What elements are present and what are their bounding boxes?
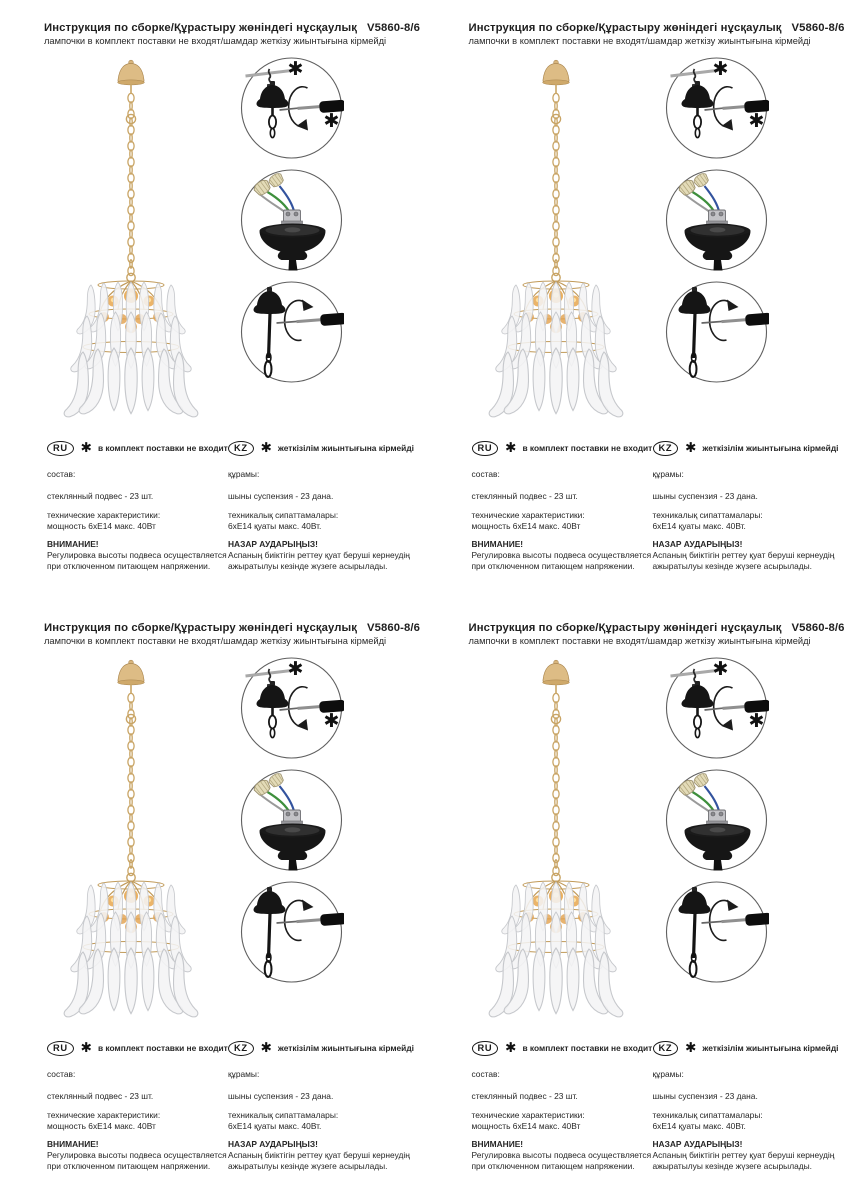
terminal-block — [706, 210, 727, 225]
ru-warning — [472, 539, 653, 572]
kz-warning — [228, 539, 420, 572]
not-included-star: ✱ — [748, 110, 764, 132]
kz-specs-label: техникалық сипаттамалары: — [228, 509, 339, 520]
kz-composition-label: құрамы: — [652, 469, 684, 479]
suspension-rod — [269, 913, 271, 958]
kz-warning — [653, 1139, 845, 1172]
ru-composition-value: стеклянный подвес - 23 шт. — [47, 490, 154, 501]
kz-note-row — [653, 440, 845, 456]
footnote-star-icon: ✱ — [505, 1040, 517, 1056]
ru-specs — [47, 1110, 228, 1132]
suspension-rod — [269, 313, 271, 358]
kz-composition-value: шыны суспензия - 23 дана. — [228, 1090, 334, 1101]
title-row — [44, 622, 420, 634]
ru-composition-label: состав: — [471, 1069, 500, 1079]
kz-composition-value: шыны суспензия - 23 дана. — [228, 490, 334, 501]
ru-specs-label: технические характеристики: — [471, 1109, 585, 1120]
kz-note: жеткізілім жиынтығына кірмейді — [702, 1042, 839, 1053]
kz-note: жеткізілім жиынтығына кірмейді — [277, 442, 414, 453]
ru-specs-label: технические характеристики: — [471, 509, 585, 520]
ru-note-row — [47, 1040, 228, 1056]
footnote-star-icon: ✱ — [80, 1040, 92, 1056]
ru-column — [472, 440, 653, 571]
assembly-steps — [239, 656, 344, 984]
info-block — [472, 440, 845, 571]
chandelier-photo — [477, 658, 635, 1022]
glass-petal-tier-3 — [489, 348, 623, 417]
ru-warning-title: ВНИМАНИЕ! — [471, 538, 524, 549]
ru-warning — [47, 539, 228, 572]
kz-composition-label: құрамы: — [228, 1069, 260, 1079]
not-included-star: ✱ — [323, 710, 340, 732]
hanging-chain — [126, 93, 135, 281]
ru-note: в комплект поставки не входит — [522, 1042, 653, 1053]
step1-canopy-mounting-figure — [239, 656, 344, 760]
kz-composition-value: шыны суспензия - 23 дана. — [652, 490, 758, 501]
model-code: V5860-8/6 — [791, 22, 845, 34]
ru-column — [47, 440, 228, 571]
footnote-star-icon: ✱ — [685, 440, 697, 456]
ru-warning-text: Регулировка высоты подвеса осуществляется при отключенном питающем напряжении. — [47, 1149, 227, 1171]
ru-specs — [47, 510, 228, 532]
hanging-chain — [126, 693, 135, 881]
instruction-sheet — [0, 600, 425, 1200]
kz-specs-label: техникалық сипаттамалары: — [652, 509, 763, 520]
ru-composition-label: состав: — [47, 1069, 76, 1079]
instruction-sheet — [425, 600, 849, 1200]
ru-column — [47, 1040, 228, 1171]
kz-warning-text: Аспаның биіктігін реттеу қуат беруші кернеудің ажыратылуы кезінде жүзеге асырылады. — [652, 1149, 835, 1171]
ru-composition-label: состав: — [471, 469, 500, 479]
kz-specs-value: 6хЕ14 қуаты макс. 40Вт. — [228, 1120, 322, 1131]
not-included-star: ✱ — [323, 110, 340, 132]
step3-height-adjustment-figure — [664, 280, 769, 384]
step1-canopy-mounting-figure — [664, 56, 769, 160]
sheet-title: Инструкция по сборке/Құрастыру жөніндегі нұсқаулық — [468, 622, 782, 634]
kz-specs — [228, 510, 420, 532]
ru-badge: RU — [472, 1041, 499, 1056]
ru-specs — [472, 1110, 653, 1132]
ru-warning — [472, 1139, 653, 1172]
not-included-star: ✱ — [287, 58, 304, 80]
footnote-star-icon: ✱ — [80, 440, 92, 456]
ru-note-row — [47, 440, 228, 456]
instruction-sheet — [0, 0, 425, 600]
kz-column — [228, 1040, 420, 1171]
assembly-steps — [239, 56, 344, 384]
kz-specs — [653, 510, 845, 532]
ru-specs — [472, 510, 653, 532]
step3-height-adjustment-figure — [664, 880, 769, 984]
step2-wiring-figure — [664, 168, 769, 272]
kz-note-row — [228, 1040, 420, 1056]
ru-badge: RU — [472, 441, 499, 456]
kz-warning-text: Аспаның биіктігін реттеу қуат беруші кернеудің ажыратылуы кезінде жүзеге асырылады. — [652, 549, 835, 571]
hanging-chain — [551, 93, 560, 281]
suspension-rod — [693, 913, 695, 958]
sheet-subtitle: лампочки в комплект поставки не входят/шамдар жеткізу жиынтығына кірмейді — [44, 35, 387, 46]
sheet-header — [44, 622, 420, 646]
ru-specs-value: мощность 6хЕ14 макс. 40Вт — [47, 520, 156, 531]
kz-specs-value: 6хЕ14 қуаты макс. 40Вт. — [228, 520, 322, 531]
kz-badge: KZ — [653, 441, 679, 456]
ru-column — [472, 1040, 653, 1171]
kz-warning-title: НАЗАР АУДАРЫҢЫЗ! — [652, 538, 743, 549]
glass-petal-tier-3 — [64, 348, 198, 417]
not-included-star: ✱ — [712, 658, 728, 680]
hanging-chain — [551, 693, 560, 881]
kz-composition-value: шыны суспензия - 23 дана. — [652, 1090, 758, 1101]
kz-note: жеткізілім жиынтығына кірмейді — [277, 1042, 414, 1053]
chandelier-photo — [477, 58, 635, 422]
ru-note-row — [472, 1040, 653, 1056]
ceiling-canopy — [118, 60, 145, 85]
title-row — [469, 622, 845, 634]
sheet-header — [469, 22, 845, 46]
kz-specs-label: техникалық сипаттамалары: — [652, 1109, 763, 1120]
model-code: V5860-8/6 — [366, 22, 421, 34]
kz-note: жеткізілім жиынтығына кірмейді — [702, 442, 839, 453]
kz-warning — [228, 1139, 420, 1172]
glass-petal-tier-3 — [64, 948, 198, 1017]
kz-warning-text: Аспаның биіктігін реттеу қуат беруші кернеудің ажыратылуы кезінде жүзеге асырылады. — [228, 1149, 410, 1171]
sheet-title: Инструкция по сборке/Құрастыру жөніндегі нұсқаулық — [44, 22, 357, 34]
ru-composition-value: стеклянный подвес - 23 шт. — [471, 1090, 578, 1101]
terminal-block — [706, 810, 727, 825]
suspension-rod — [693, 313, 695, 358]
kz-warning-title: НАЗАР АУДАРЫҢЫЗ! — [228, 1138, 318, 1149]
not-included-star: ✱ — [287, 658, 304, 680]
kz-warning-text: Аспаның биіктігін реттеу қуат беруші кернеудің ажыратылуы кезінде жүзеге асырылады. — [228, 549, 410, 571]
step3-height-adjustment-figure — [239, 280, 344, 384]
kz-badge: KZ — [228, 1041, 254, 1056]
step2-wiring-figure — [239, 168, 344, 272]
ru-warning-title: ВНИМАНИЕ! — [47, 1138, 99, 1149]
kz-note-row — [653, 1040, 845, 1056]
ru-note-row — [472, 440, 653, 456]
sheet-header — [469, 622, 845, 646]
sheet-subtitle: лампочки в комплект поставки не входят/шамдар жеткізу жиынтығына кірмейді — [468, 35, 811, 46]
not-included-star: ✱ — [712, 58, 728, 80]
ru-badge: RU — [47, 441, 74, 456]
assembly-steps — [664, 656, 769, 984]
kz-warning — [653, 539, 845, 572]
not-included-star: ✱ — [748, 710, 764, 732]
ru-warning — [47, 1139, 228, 1172]
info-block — [47, 440, 420, 571]
sheet-title: Инструкция по сборке/Құрастыру жөніндегі нұсқаулық — [468, 22, 782, 34]
chandelier-photo — [52, 658, 210, 1022]
kz-badge: KZ — [228, 441, 254, 456]
ru-note: в комплект поставки не входит — [97, 1042, 228, 1053]
ru-note: в комплект поставки не входит — [522, 442, 653, 453]
sheet-header — [44, 22, 420, 46]
info-block — [47, 1040, 420, 1171]
kz-specs — [653, 1110, 845, 1132]
ceiling-canopy — [118, 660, 145, 685]
kz-column — [228, 440, 420, 571]
model-code: V5860-8/6 — [791, 622, 845, 634]
ru-composition-label: состав: — [47, 469, 76, 479]
ceiling-canopy — [542, 660, 569, 685]
ru-composition-value: стеклянный подвес - 23 шт. — [471, 490, 578, 501]
ru-warning-text: Регулировка высоты подвеса осуществляется при отключенном питающем напряжении. — [471, 549, 652, 571]
ru-warning-title: ВНИМАНИЕ! — [47, 538, 99, 549]
title-row — [44, 22, 420, 34]
kz-composition-label: құрамы: — [228, 469, 260, 479]
step2-wiring-figure — [239, 768, 344, 872]
kz-badge: KZ — [653, 1041, 679, 1056]
kz-note-row — [228, 440, 420, 456]
kz-specs-value: 6хЕ14 қуаты макс. 40Вт. — [652, 520, 746, 531]
assembly-steps — [664, 56, 769, 384]
kz-warning-title: НАЗАР АУДАРЫҢЫЗ! — [228, 538, 318, 549]
kz-column — [653, 1040, 845, 1171]
footnote-star-icon: ✱ — [505, 440, 517, 456]
sheet-title: Инструкция по сборке/Құрастыру жөніндегі нұсқаулық — [44, 622, 357, 634]
step2-wiring-figure — [664, 768, 769, 872]
ru-specs-label: технические характеристики: — [47, 1109, 161, 1120]
footnote-star-icon: ✱ — [260, 440, 272, 456]
terminal-block — [282, 210, 303, 225]
kz-column — [653, 440, 845, 571]
ru-warning-title: ВНИМАНИЕ! — [471, 1138, 524, 1149]
kz-specs-value: 6хЕ14 қуаты макс. 40Вт. — [652, 1120, 746, 1131]
kz-specs — [228, 1110, 420, 1132]
ru-specs-value: мощность 6хЕ14 макс. 40Вт — [471, 1120, 581, 1131]
ru-warning-text: Регулировка высоты подвеса осуществляется при отключенном питающем напряжении. — [47, 549, 227, 571]
kz-composition-label: құрамы: — [652, 1069, 684, 1079]
ru-specs-value: мощность 6хЕ14 макс. 40Вт — [47, 1120, 156, 1131]
glass-petal-tier-3 — [489, 948, 623, 1017]
ru-composition-value: стеклянный подвес - 23 шт. — [47, 1090, 154, 1101]
ceiling-canopy — [542, 60, 569, 85]
step3-height-adjustment-figure — [239, 880, 344, 984]
step1-canopy-mounting-figure — [239, 56, 344, 160]
kz-specs-label: техникалық сипаттамалары: — [228, 1109, 339, 1120]
instruction-sheet — [425, 0, 849, 600]
ru-specs-value: мощность 6хЕ14 макс. 40Вт — [471, 520, 581, 531]
model-code: V5860-8/6 — [366, 622, 421, 634]
chandelier-photo — [52, 58, 210, 422]
footnote-star-icon: ✱ — [260, 1040, 272, 1056]
ru-warning-text: Регулировка высоты подвеса осуществляется при отключенном питающем напряжении. — [471, 1149, 652, 1171]
title-row — [469, 22, 845, 34]
kz-warning-title: НАЗАР АУДАРЫҢЫЗ! — [652, 1138, 743, 1149]
footnote-star-icon: ✱ — [685, 1040, 697, 1056]
info-block — [472, 1040, 845, 1171]
terminal-block — [282, 810, 303, 825]
step1-canopy-mounting-figure — [664, 656, 769, 760]
ru-note: в комплект поставки не входит — [97, 442, 228, 453]
ru-specs-label: технические характеристики: — [47, 509, 161, 520]
sheet-subtitle: лампочки в комплект поставки не входят/шамдар жеткізу жиынтығына кірмейді — [468, 635, 811, 646]
ru-badge: RU — [47, 1041, 74, 1056]
sheet-subtitle: лампочки в комплект поставки не входят/шамдар жеткізу жиынтығына кірмейді — [44, 635, 387, 646]
